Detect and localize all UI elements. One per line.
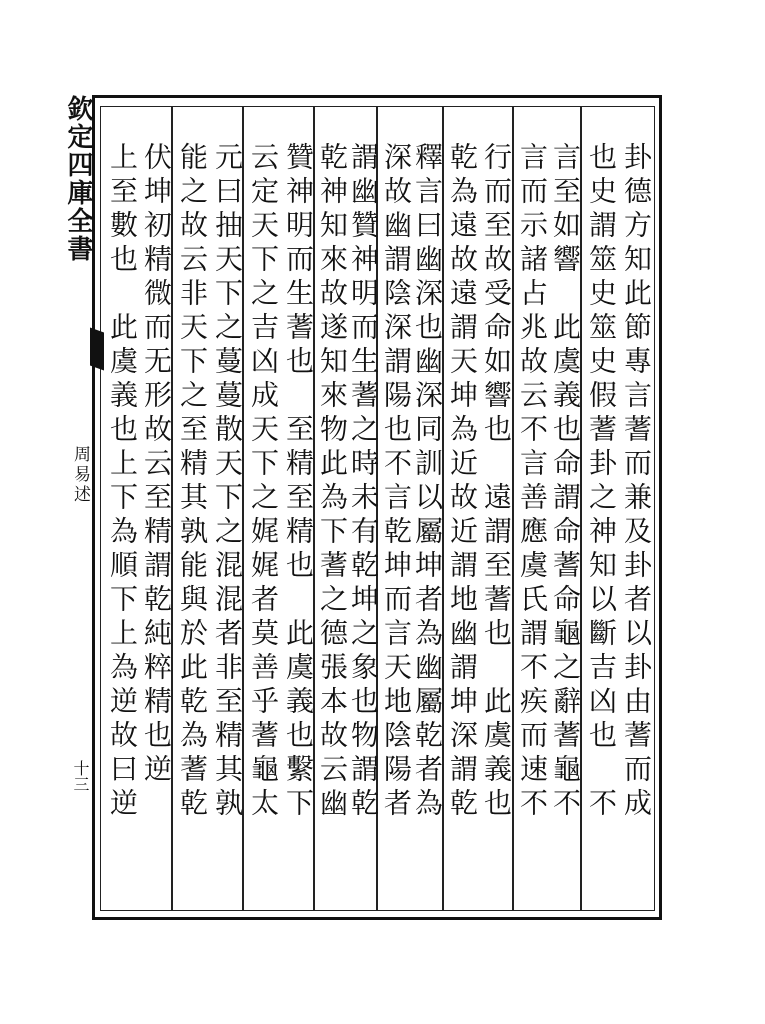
text-column: 乾神知來故遂知來物此為下蓍之德張本故云幽 — [316, 142, 349, 822]
margin-strip — [62, 95, 94, 920]
text-column: 言至如響 此虞義也命謂命蓍命龜之辭蓍龜不 — [549, 142, 582, 822]
text-column: 言而示諸占兆故云不言善應虞氏謂不疾而速不 — [516, 142, 549, 822]
text-column: 云定天下之吉凶成天下之娓娓者莫善乎蓍龜太 — [247, 142, 280, 822]
margin-title: 欽定四庫全書 — [63, 95, 93, 263]
text-column: 元曰抽天下之蔓蔓散天下之混混者非至精其孰 — [211, 142, 244, 822]
page-number: 十三 — [71, 760, 90, 792]
text-column: 行而至故受命如響也 遠謂至蓍也 此虞義也 — [480, 142, 513, 822]
text-column: 伏坤初精微而无形故云至精謂乾純粹精也逆 — [140, 142, 173, 788]
text-column: 贊神明而生蓍也 至精至精也 此虞義也繫下 — [282, 142, 315, 822]
text-column: 上至數也 此虞義也上下為順下上為逆故曰逆 — [106, 142, 139, 822]
fish-tail-mark — [90, 327, 104, 370]
text-column: 能之故云非天下之至精其孰能與於此乾為蓍乾 — [176, 142, 209, 822]
text-column: 卦德方知此節專言蓍而兼及卦者以卦由蓍而成 — [620, 142, 653, 822]
text-column: 深故幽謂陰深謂陽也不言乾坤而言天地陰陽者 — [380, 142, 413, 822]
text-column: 謂幽贊神明而生蓍之時未有乾坤之象也物謂乾 — [347, 142, 380, 822]
book-name: 周易述 — [70, 445, 90, 505]
text-column: 也史謂筮史筮史假蓍卦之神知以斷吉凶也 不 — [585, 142, 618, 822]
text-column: 釋言曰幽深也幽深同訓以屬坤者為幽屬乾者為 — [411, 142, 444, 822]
text-column: 乾為遠故遠謂天坤為近故近謂地幽謂坤深謂乾 — [446, 142, 479, 822]
